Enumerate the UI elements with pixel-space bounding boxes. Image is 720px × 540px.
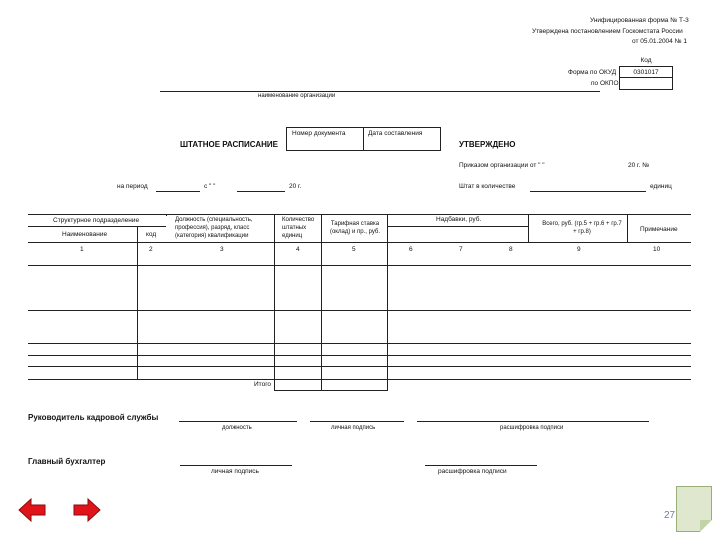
col-number-10: 10 [653,246,661,253]
col-number-7: 7 [459,246,463,253]
period-from: с " " [204,183,216,190]
col-number-2: 2 [149,246,153,253]
rate-header: Тарифная ставка (оклад) и пр., руб. [329,221,381,235]
staff-line [530,191,646,192]
allowance-header: Надбавки, руб. [436,216,482,223]
total-header: Всего, руб. (гр.5 + гр.6 + гр.7 + гр.8) [542,221,622,235]
org-name-line [160,91,600,92]
position-caption: должность [222,425,252,431]
position-header: Должность (специальность, профессия), разряд, класс (категория) квалификации [175,217,253,239]
page-number-badge [676,486,712,532]
doc-number-label: Номер документа [292,130,346,137]
form-approval: Утверждена постановлением Госкомстата России [532,28,683,35]
code-label: Код [640,57,652,64]
decode-caption: расшифровка подписи [500,425,564,431]
signature-caption-2: личная подпись [211,468,259,475]
org-caption: наименование организации [258,93,336,99]
note-header: Примечание [640,226,678,233]
total-label: Итого [254,381,272,388]
col-number-4: 4 [296,246,300,253]
col-number-5: 5 [352,246,356,253]
decode-caption-2: расшифровка подписи [438,468,507,475]
document-title: ШТАТНОЕ РАСПИСАНИЕ [180,140,278,149]
approved-order: Приказом организации от " " [459,162,545,169]
units-label: единиц [650,183,672,190]
form-name: Унифицированная форма № Т-3 [590,17,689,24]
hr-head-label: Руководитель кадровой службы [28,413,159,422]
chief-accountant-label: Главный бухгалтер [28,457,106,466]
red-right-arrow-icon[interactable] [72,497,102,523]
okpo-label: по ОКПО [591,80,619,87]
signature-caption: личная подпись [331,425,376,431]
form-approval-date: от 05.01.2004 № 1 [632,38,687,45]
approved-title: УТВЕРЖДЕНО [459,140,516,149]
col-number-3: 3 [220,246,224,253]
code-header: код [146,231,157,238]
page-number: 27 [664,510,676,521]
staff-label: Штат в количестве [459,183,516,190]
col-number-9: 9 [577,246,581,253]
approved-year: 20 г. № [628,162,650,169]
red-left-arrow-icon[interactable] [17,497,47,523]
okud-value: 0301017 [633,69,659,76]
doc-date-label: Дата составления [368,130,423,137]
col-number-1: 1 [80,246,84,253]
count-header: Количество штатных единиц [282,217,315,239]
name-header: Наименование [62,231,108,238]
period-year: 20 г. [289,183,302,190]
okud-label: Форма по ОКУД [568,69,617,76]
col-number-6: 6 [409,246,413,253]
dept-header: Структурное подразделение [53,217,140,224]
col-number-8: 8 [509,246,513,253]
period-label: на период [117,183,148,190]
